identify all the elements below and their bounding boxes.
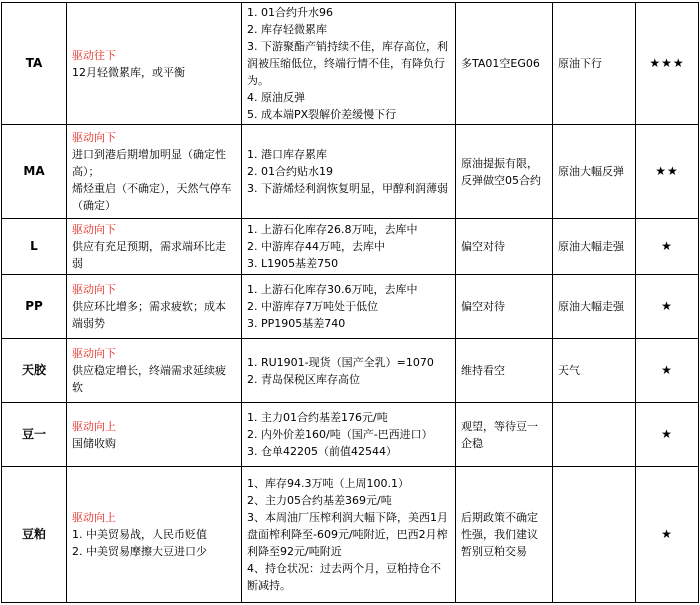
logic-cell: [67, 125, 242, 219]
commodity-name: L: [2, 219, 67, 275]
detail-line: 3. 仓单42205（前值42544）: [247, 445, 397, 458]
table-row: [2, 3, 699, 125]
driver-label: 驱动向下: [72, 131, 116, 144]
strategy-cell: 观望，等待豆一企稳: [456, 403, 553, 467]
rating-stars: ★★: [636, 125, 699, 219]
strategy-cell: 后期政策不确定性强，我们建议暂别豆粕交易: [456, 467, 553, 603]
strategy-cell: 维持看空: [456, 339, 553, 403]
table-row: [2, 467, 699, 603]
commodity-name: 天胶: [2, 339, 67, 403]
details-cell: [242, 275, 456, 339]
detail-line: 2. 内外价差160/吨（国产-巴西进口）: [247, 428, 433, 441]
strategy-cell: 多TA01空EG06: [456, 3, 553, 125]
detail-line: 1. 上游石化库存26.8万吨，去库中: [247, 223, 418, 236]
details-cell: [242, 125, 456, 219]
detail-line: 2. 中游库存7万吨处于低位: [247, 300, 378, 313]
strategy-cell: 偏空对待: [456, 219, 553, 275]
logic-cell: [67, 467, 242, 603]
rating-stars: ★: [636, 339, 699, 403]
detail-line: 4、持仓状况：过去两个月，豆粕持仓不断减持。: [247, 562, 441, 592]
detail-line: 1. RU1901-现货（国产全乳）=1070: [247, 355, 434, 369]
rating-stars: ★: [636, 219, 699, 275]
logic-line: 12月轻微累库，或平衡: [72, 65, 185, 79]
detail-line: 4. 原油反弹: [247, 91, 305, 104]
risk-cell: 原油大幅走强: [553, 219, 636, 275]
detail-line: 1. 上游石化库存30.6万吨，去库中: [247, 283, 418, 296]
commodity-name: PP: [2, 275, 67, 339]
logic-cell: [67, 3, 242, 125]
logic-cell: [67, 403, 242, 467]
logic-line: 烯烃重启（不确定），天然气停车（确定）: [72, 182, 232, 212]
logic-cell: [67, 219, 242, 275]
table-row: [2, 125, 699, 219]
details-cell: [242, 3, 456, 125]
rating-stars: ★: [636, 467, 699, 603]
detail-line: 3. 下游聚酯产销持续不佳，库存高位，利润被压缩低位，终端行情不佳，有降负行为。: [247, 40, 448, 87]
details-cell: [242, 339, 456, 403]
logic-line: 1. 中美贸易战，人民币贬值: [72, 528, 207, 541]
detail-line: 3. PP1905基差740: [247, 317, 346, 330]
detail-line: 2. 01合约贴水19: [247, 165, 333, 178]
table-row: [2, 219, 699, 275]
risk-cell: [553, 467, 636, 603]
driver-label: 驱动向下: [72, 283, 116, 296]
risk-cell: [553, 403, 636, 467]
logic-line: 进口到港后期增加明显（确定性高）；: [72, 148, 226, 178]
table-row: [2, 275, 699, 339]
detail-line: 2. 库存轻微累库: [247, 23, 327, 36]
commodity-name: MA: [2, 125, 67, 219]
detail-line: 3. 下游烯烃利润恢复明显，甲醇利润薄弱: [247, 182, 448, 195]
detail-line: 1、库存94.3万吨（上周100.1）: [247, 477, 409, 490]
detail-line: 5. 成本端PX裂解价差缓慢下行: [247, 108, 397, 121]
detail-line: 3. L1905基差750: [247, 257, 339, 270]
risk-cell: 天气: [553, 339, 636, 403]
detail-line: 1. 港口库存累库: [247, 148, 327, 161]
detail-line: 1. 主力01合约基差176元/吨: [247, 411, 388, 424]
commodity-name: 豆粕: [2, 467, 67, 603]
risk-cell: 原油大幅走强: [553, 275, 636, 339]
driver-label: 驱动向上: [72, 419, 116, 433]
commodity-name: 豆一: [2, 403, 67, 467]
driver-label: 驱动向下: [72, 223, 116, 236]
driver-label: 驱动往下: [72, 48, 116, 62]
table-row: [2, 339, 699, 403]
detail-line: 1. 01合约升水96: [247, 6, 333, 19]
commodity-strategy-table: [1, 2, 699, 603]
risk-cell: 原油大幅反弹: [553, 125, 636, 219]
details-cell: [242, 403, 456, 467]
detail-line: 2、主力05合约基差369元/吨: [247, 494, 392, 507]
logic-cell: [67, 275, 242, 339]
detail-line: 2. 青岛保税区库存高位: [247, 372, 360, 386]
details-cell: [242, 467, 456, 603]
driver-label: 驱动向下: [72, 347, 116, 360]
rating-stars: ★: [636, 403, 699, 467]
rating-stars: ★: [636, 275, 699, 339]
logic-cell: [67, 339, 242, 403]
strategy-cell: 原油提振有限，反弹做空05合约: [456, 125, 553, 219]
details-cell: [242, 219, 456, 275]
strategy-cell: 偏空对待: [456, 275, 553, 339]
logic-line: 2. 中美贸易摩擦大豆进口少: [72, 545, 207, 558]
commodity-name: TA: [2, 3, 67, 125]
logic-line: 国储收购: [72, 436, 116, 450]
risk-cell: 原油下行: [553, 3, 636, 125]
logic-line: 供应稳定增长，终端需求延续疲软: [72, 364, 226, 394]
logic-line: 供应环比增多；需求疲软；成本端弱势: [72, 300, 226, 330]
driver-label: 驱动向上: [72, 511, 116, 524]
detail-line: 2. 中游库存44万吨，去库中: [247, 240, 385, 253]
table-body: [2, 3, 699, 603]
table-row: [2, 403, 699, 467]
logic-line: 供应有充足预期，需求端环比走弱: [72, 240, 226, 270]
detail-line: 3、本周油厂压榨利润大幅下降，美西1月盘面榨利降至-609元/吨附近，巴西2月榨利降至92元/吨附近: [247, 511, 448, 558]
rating-stars: ★★★: [636, 3, 699, 125]
